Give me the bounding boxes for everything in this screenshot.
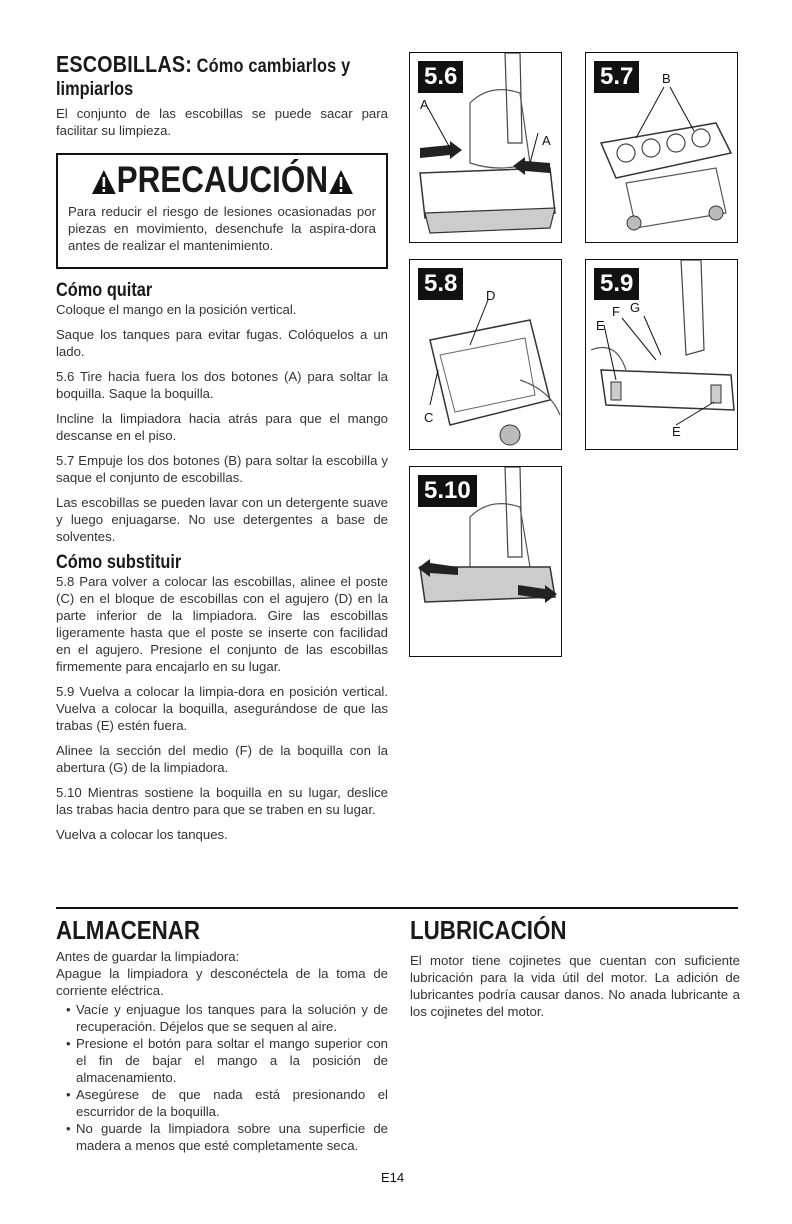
substituir-p4: 5.10 Mientras sostiene la boquilla en su lugar, deslice las trabas hacia dentro para que se traben en su lugar. — [56, 785, 388, 817]
quitar-p5: 5.7 Empuje los dos botones (B) para soltar la escobilla y saque el conjunto de escobillas. — [56, 453, 388, 485]
callout-letter: F — [612, 304, 620, 319]
callout-letter: A — [542, 133, 551, 148]
callout-letter: G — [630, 300, 641, 315]
substituir-p2: 5.9 Vuelva a colocar la limpia-dora en posición vertical. Vuelva a colocar la boquilla, asegurándose de que las trabas (E) estén fuera. — [56, 684, 388, 733]
quitar-p2: Saque los tanques para evitar fugas. Colóquelos a un lado. — [56, 327, 388, 359]
figure-5-6 — [409, 52, 562, 243]
warning-title: PRECAUCIÓN — [116, 159, 329, 200]
warning-title-row — [91, 159, 353, 201]
section-divider — [56, 907, 738, 909]
lubricacion-text: El motor tiene cojinetes que cuentan con suficiente lubricación para la vida útil del motor. La adición de lubricantes podría causar danos. No anada lubricante a los cojinetes del motor. — [410, 953, 740, 1019]
figure-label: 5.9 — [594, 268, 639, 300]
almacenar-intro1: Antes de guardar la limpiadora: — [56, 949, 240, 964]
almacenar-section — [56, 916, 388, 1154]
figure-5-10 — [409, 466, 562, 657]
section-title-line2: limpiarlos — [56, 79, 134, 100]
figure-5-8 — [409, 259, 562, 450]
almacenar-list — [66, 1001, 388, 1154]
callout-letter: A — [420, 97, 429, 112]
warning-triangle-icon — [91, 169, 117, 195]
list-item: • Asegúrese de que nada está presionando el escurridor de la boquilla. — [66, 1086, 388, 1120]
intro-text: El conjunto de las escobillas se puede sacar para facilitar su limpieza. — [56, 106, 388, 138]
warning-text: Para reducir el riesgo de lesiones ocasionadas por piezas en movimiento, desenchufe la aspira-dora antes de realizar el mantenimiento. — [68, 204, 376, 253]
quitar-p4: Incline la limpiadora hacia atrás para que el mango descanse en el piso. — [56, 411, 388, 443]
figure-5-7 — [585, 52, 738, 243]
quitar-p6: Las escobillas se pueden lavar con un detergente suave y luego enjuagarse. No use detergentes a base de solventes. — [56, 495, 388, 544]
lubricacion-heading: LUBRICACIÓN — [410, 915, 567, 945]
title-sub: Cómo cambiarlos y — [191, 56, 351, 77]
callout-letter: E — [672, 424, 681, 439]
quitar-p1: Coloque el mango en la posición vertical. — [56, 302, 297, 317]
callout-letter: E — [596, 318, 605, 333]
figure-label: 5.10 — [418, 475, 477, 507]
section-title — [56, 51, 351, 79]
almacenar-heading: ALMACENAR — [56, 915, 201, 945]
figure-label: 5.8 — [418, 268, 463, 300]
list-item: • Vacíe y enjuague los tanques para la solución y de recuperación. Déjelos que se sequen al aire. — [66, 1001, 388, 1035]
almacenar-intro2: Apague la limpiadora y desconéctela de la toma de corriente eléctrica. — [56, 966, 388, 998]
list-item: • Presione el botón para soltar el mango superior con el fin de bajar el mango a la posición de almacenamiento. — [66, 1035, 388, 1086]
figure-label: 5.6 — [418, 61, 463, 93]
substituir-p5: Vuelva a colocar los tanques. — [56, 827, 228, 842]
callout-letter: C — [424, 410, 434, 425]
warning-box — [56, 153, 388, 269]
list-item: • No guarde la limpiadora sobre una superficie de madera a menos que esté completamente seca. — [66, 1120, 388, 1154]
warning-triangle-icon — [328, 169, 354, 195]
substituir-heading: Cómo substituir — [56, 552, 182, 573]
title-main: ESCOBILLAS: — [56, 51, 192, 77]
callout-letter: D — [486, 288, 496, 303]
substituir-p3: Alinee la sección del medio (F) de la boquilla con la abertura (G) de la limpiadora. — [56, 743, 388, 775]
figure-5-9 — [585, 259, 738, 450]
left-column — [56, 52, 388, 851]
page-number: E14 — [381, 1170, 405, 1185]
figure-label: 5.7 — [594, 61, 639, 93]
lubricacion-section — [410, 916, 740, 1028]
quitar-heading: Cómo quitar — [56, 280, 153, 301]
quitar-p3: 5.6 Tire hacia fuera los dos botones (A) para soltar la boquilla. Saque la boquilla. — [56, 369, 388, 401]
substituir-p1: 5.8 Para volver a colocar las escobillas, alinee el poste (C) en el bloque de escobillas con el agujero (D) en la parte inferior de la limpiadora. Gire las escobillas ligeramente hasta que el poste se inserte con facilidad en el agujero. Presione el conjunto de las escobillas firmemente para encajarlo en su lugar. — [56, 574, 388, 674]
callout-letter: B — [662, 71, 671, 86]
